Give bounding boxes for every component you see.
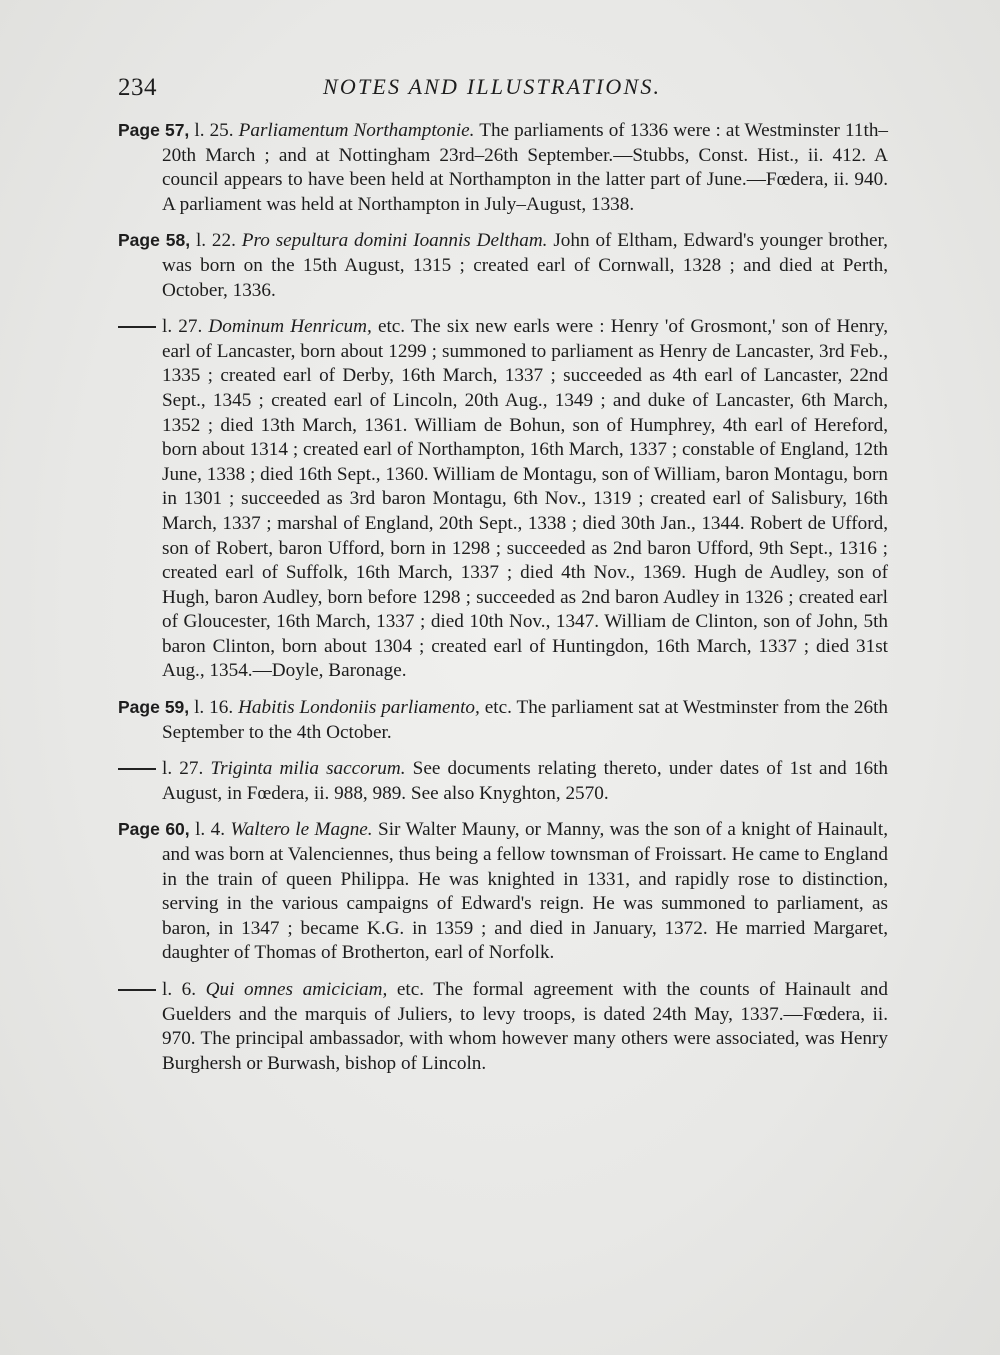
note-page-59-line-27 <box>118 756 888 806</box>
note-text: etc. The formal agreement with the counts of Hainault and Guelders and the marquis of Juliers, to levy troops, is dated 24th May, 1337.—Fœdera, ii. 970. The principal ambassador, with whom however many others were associated, was Henry Burghersh or Burwash, bishop of Lincoln. <box>162 979 888 1074</box>
note-page-ref: Page 57, <box>118 120 190 140</box>
note-page-58 <box>118 228 888 303</box>
note-line-ref: l. 4. <box>195 819 226 841</box>
note-page-60-line-6 <box>118 977 888 1076</box>
note-page-ref: Page 59, <box>118 697 190 718</box>
note-text: etc. The six new earls were : Henry 'of Grosmont,' son of Henry, earl of Lancaster, born about 1299 ; summoned to parliament as Henry de Lancaster, 3rd Feb., 1335 ; created earl of Derby, 16th March, 1337 ; succeeded as 4th earl of Lancaster, 22nd Sept., 1345 ; created earl of Lincoln, 20th Aug., 1349 ; and duke of Lancaster, 6th March, 1352 ; died 13th March, 1361. William de Bohun, son of Humphrey, 4th earl of Hereford, born about 1314 ; created earl of Northampton, 16th March, 1337 ; constable of England, 12th June, 1338 ; died 16th Sept., 1360. William de Montagu, son of William, baron Montagu, born in 1301 ; succeeded as 3rd baron Montagu, 6th Nov., 1319 ; created earl of Salisbury, 16th March, 1337 ; marshal of England, 20th Sept., 1338 ; died 30th Jan., 1344. Robert de Ufford, son of Robert, baron Ufford, born in 1298 ; succeeded as 2nd baron Ufford, 9th Sept., 1316 ; created earl of Suffolk, 16th March, 1337 ; died 4th Nov., 1369. Hugh de Audley, son of Hugh, baron Audley, born before 1298 ; succeeded as 2nd baron Audley in 1326 ; created earl of Gloucester, 16th March, 1337 ; died 10th Nov., 1347. William de Clinton, son of John, 5th baron Clinton, born about 1304 ; created earl of Huntingdon, 16th March, 1337 ; died 31st Aug., 1354.—Doyle, Baronage. <box>162 316 889 682</box>
note-page-57 <box>118 118 888 217</box>
note-text: The parliaments of 1336 were : at Westminster 11th–20th March ; and at Nottingham 23rd–26th September.—Stubbs, Const. Hist., ii. 412. A council appears to have been held at Northampton in the latter part of June.—Fœdera, ii. 940. A parliament was held at Northampton in July–August, 1338. <box>162 120 889 215</box>
note-lemma: Qui omnes amiciciam, <box>205 979 388 1000</box>
note-text: See documents relating thereto, under dates of 1st and 16th August, in Fœdera, ii. 988, 989. See also Knyghton, 2570. <box>162 758 888 804</box>
note-text: Sir Walter Mauny, or Manny, was the son of a knight of Hainault, and was born at Valenciennes, thus being a fellow townsman of Froissart. He came to England in the train of queen Philippa. He was knighted in 1331, and rapidly rose to distinction, serving in the various campaigns of Edward's reign. He was summoned to parliament, as baron, in 1347 ; became K.G. in 1359 ; and died in January, 1372. He married Margaret, daughter of Thomas of Brotherton, earl of Norfolk. <box>162 819 889 964</box>
note-line-ref: l. 16. <box>194 697 234 719</box>
note-page-59 <box>118 695 888 745</box>
note-text: John of Eltham, Edward's younger brother, was born on the 15th August, 1315 ; created earl of Cornwall, 1328 ; and died at Perth, October, 1336. <box>162 230 888 301</box>
note-line-ref: l. 25. <box>194 120 234 141</box>
note-line-ref: l. 6. <box>162 979 197 1000</box>
note-line-ref: l. 27. <box>162 316 203 338</box>
ditto-dash <box>118 768 156 770</box>
page-header <box>118 74 888 108</box>
ditto-dash <box>118 989 156 991</box>
notes-list <box>118 118 888 1087</box>
page-number: 234 <box>118 74 157 101</box>
note-page-60 <box>118 817 888 966</box>
note-lemma: Habitis Londoniis parliamento, <box>238 697 480 719</box>
note-page-ref: Page 60, <box>118 819 190 840</box>
note-lemma: Waltero le Magne. <box>230 819 373 841</box>
note-lemma: Pro sepultura domini Ioannis Deltham. <box>241 230 548 252</box>
note-line-ref: l. 22. <box>195 230 236 252</box>
note-line-ref: l. 27. <box>162 758 204 780</box>
note-lemma: Dominum Henricum, <box>208 316 372 338</box>
note-lemma: Parliamentum Northamptonie. <box>238 120 475 141</box>
note-page-ref: Page 58, <box>118 230 191 251</box>
note-text: etc. The parliament sat at Westminster from the 26th September to the 4th October. <box>162 697 888 743</box>
ditto-dash <box>118 326 156 328</box>
note-page-58-line-27 <box>118 314 888 684</box>
running-title: NOTES AND ILLUSTRATIONS. <box>323 74 662 99</box>
note-lemma: Triginta milia saccorum. <box>210 758 406 780</box>
